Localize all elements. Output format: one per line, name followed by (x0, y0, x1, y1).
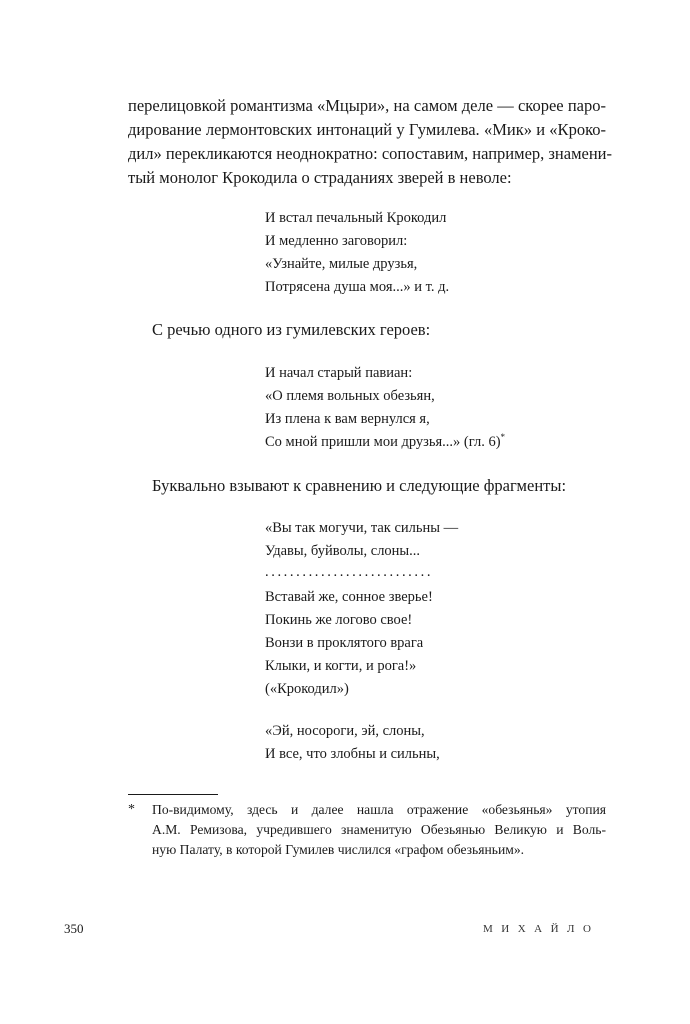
verse-line: И начал старый павиан: (265, 365, 413, 381)
body-line: перелицовкой романтизма «Мцыри», на самом деле — скорее паро- (128, 96, 606, 115)
verse-line: И встал печальный Крокодил (265, 210, 447, 226)
verse-text: Со мной пришли мои друзья...» (гл. 6) (265, 434, 501, 450)
verse-line: «Узнайте, милые друзья, (265, 256, 418, 272)
verse-line: Клыки, и когти, и рога!» (265, 658, 417, 674)
verse-line (265, 431, 505, 453)
verse-line: Из плена к вам вернулся я, (265, 411, 430, 427)
footnote-rule (128, 794, 218, 795)
verse-source: («Крокодил») (265, 681, 349, 697)
verse-line: «Вы так могучи, так сильны — (265, 520, 459, 536)
footnote-mark: * (128, 802, 135, 817)
body-line: дил» перекликаются неоднократно: сопоставим, например, знамени- (128, 144, 612, 163)
verse-line: Покинь же логово свое! (265, 612, 413, 628)
ellipsis-line: ........................... (265, 564, 434, 580)
verse-line: Потрясена душа моя...» и т. д. (265, 279, 450, 295)
body-line: дирование лермонтовских интонаций у Гумилева. «Мик» и «Кроко- (128, 120, 606, 139)
verse-line: «Эй, носороги, эй, слоны, (265, 723, 425, 739)
verse-line: И все, что злобны и сильны, (265, 746, 440, 762)
verse-line: И медленно заговорил: (265, 233, 408, 249)
running-head: МИХАЙЛО (483, 923, 600, 935)
body-line: Буквально взывают к сравнению и следующие фрагменты: (152, 476, 567, 495)
verse-line: «О племя вольных обезьян, (265, 388, 435, 404)
verse-line: Вонзи в проклятого врага (265, 635, 424, 651)
footnote-line: По-видимому, здесь и далее нашла отражение «обезьянья» утопия (152, 802, 606, 817)
body-line: тый монолог Крокодила о страданиях зверей в неволе: (128, 168, 512, 187)
verse-line: Вставай же, сонное зверье! (265, 589, 433, 605)
footnote-line: А.М. Ремизова, учредившего знаменитую Обезьянью Великую и Воль- (152, 822, 606, 837)
verse-line: Удавы, буйволы, слоны... (265, 543, 421, 559)
body-line: С речью одного из гумилевских героев: (152, 320, 431, 339)
footnote-line: ную Палату, в которой Гумилев числился «графом обезьяньим». (152, 842, 525, 857)
footnote-reference: * (500, 432, 506, 443)
page-number: 350 (64, 921, 84, 936)
